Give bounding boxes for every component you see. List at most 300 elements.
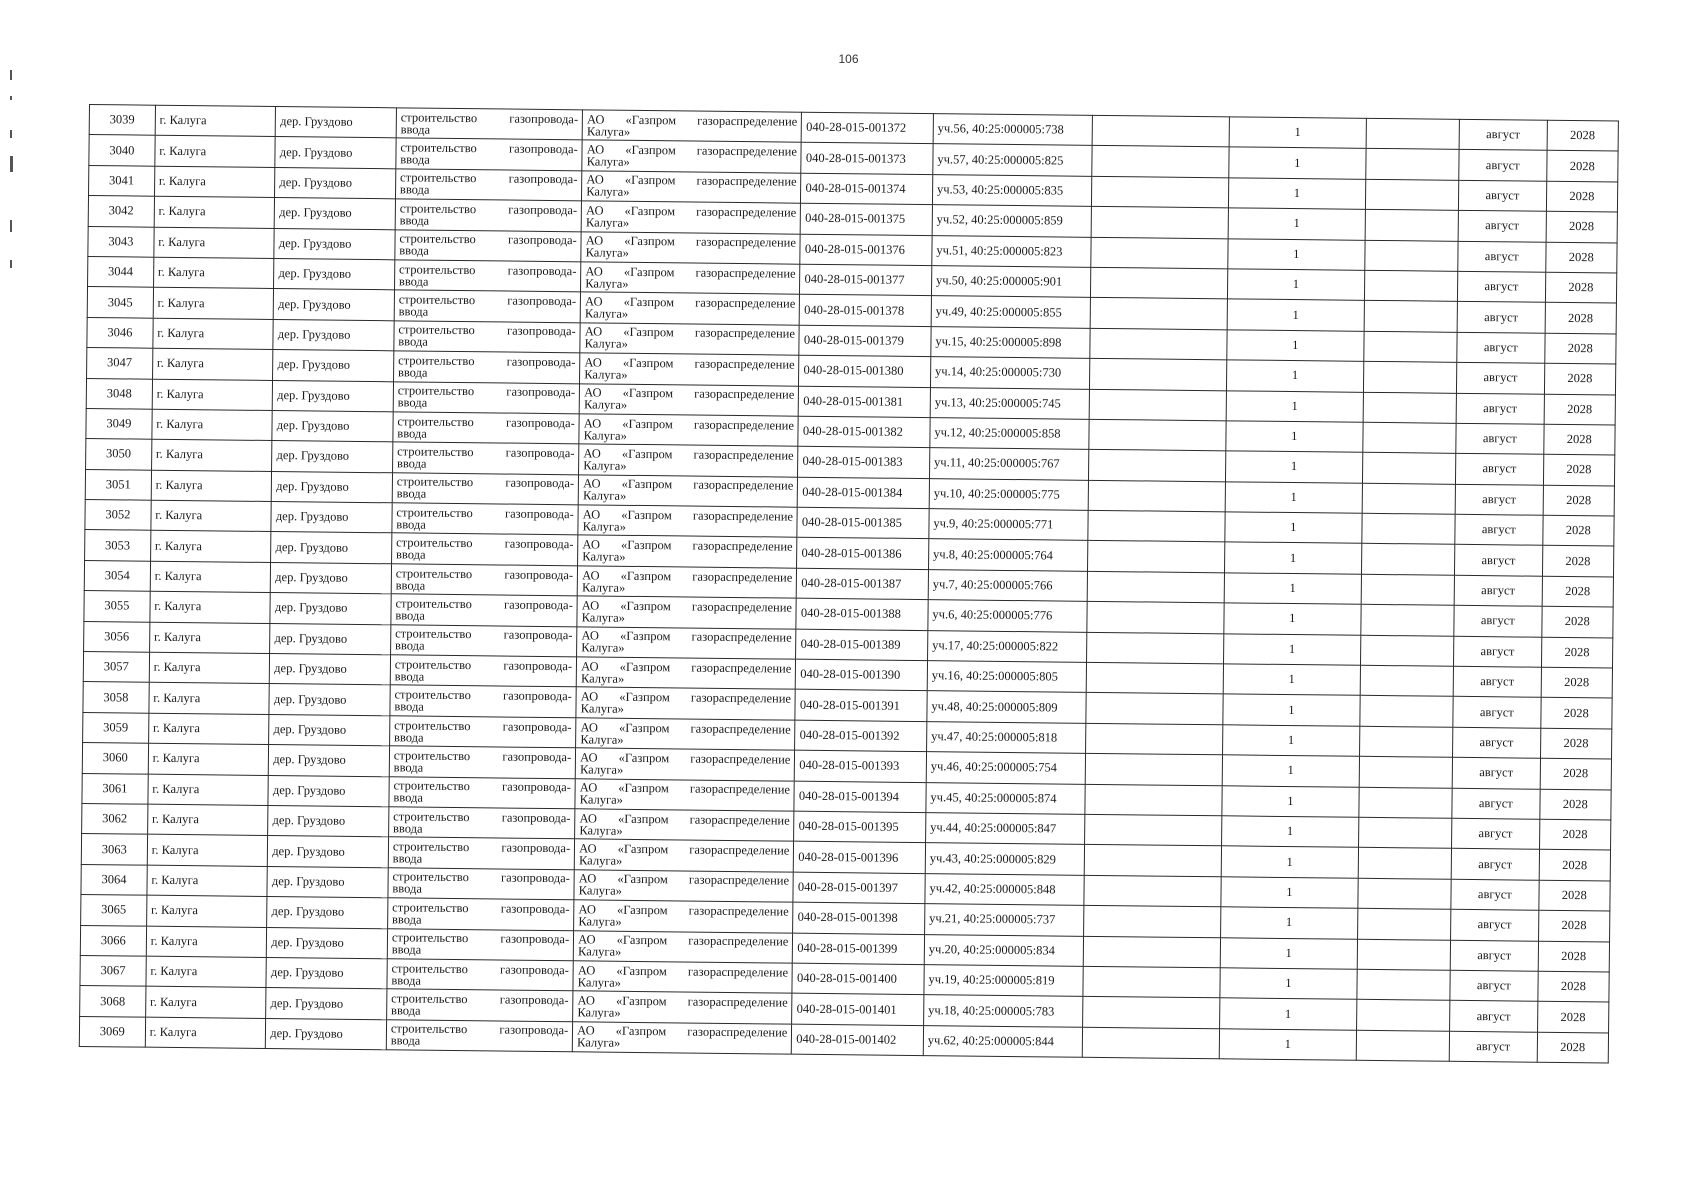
organization-line: АО «Газпром газораспределение — [586, 203, 797, 220]
work-type-cell — [390, 655, 577, 687]
city-cell: г. Калуга — [146, 895, 267, 927]
organization-cell — [575, 778, 795, 811]
organization-line: Калуга» — [580, 731, 624, 747]
village-cell: дер. Груздово — [269, 714, 390, 746]
village-cell: дер. Груздово — [269, 684, 390, 716]
year-cell: 2028 — [1540, 789, 1612, 820]
work-type-cell — [389, 716, 576, 748]
month-cell: август — [1453, 636, 1541, 667]
month-cell: август — [1452, 818, 1540, 849]
empty-cell — [1363, 422, 1456, 453]
work-type-line: ввода — [393, 760, 424, 775]
empty-cell — [1361, 605, 1454, 636]
scan-margin-marks — [10, 70, 20, 310]
year-cell: 2028 — [1546, 151, 1618, 182]
year-cell: 2028 — [1541, 637, 1613, 668]
organization-line: Калуга» — [578, 853, 623, 868]
city-cell: г. Калуга — [148, 774, 269, 806]
month-cell: август — [1456, 362, 1544, 393]
work-type-cell — [395, 229, 582, 261]
empty-cell — [1091, 237, 1228, 269]
empty-cell — [1360, 635, 1453, 666]
village-cell: дер. Груздово — [273, 350, 394, 382]
row-number: 3051 — [85, 469, 151, 500]
work-type-line: строительство газопровода- — [399, 262, 577, 278]
work-type-cell — [394, 260, 581, 292]
work-type-line: ввода — [394, 638, 425, 653]
organization-cell — [573, 930, 793, 963]
work-type-cell — [392, 503, 579, 535]
work-type-cell — [386, 989, 573, 1021]
row-number: 3042 — [88, 196, 154, 227]
request-code-cell: 040-28-015-001389 — [796, 629, 928, 661]
city-cell: г. Калуга — [155, 136, 276, 168]
quantity-cell: 1 — [1223, 694, 1360, 726]
organization-line: Калуга» — [577, 1005, 621, 1020]
cadastral-plot-cell: уч.21, 40:25:000005:737 — [924, 904, 1083, 936]
city-cell: г. Калуга — [148, 743, 269, 775]
empty-cell — [1082, 997, 1219, 1029]
organization-cell — [580, 353, 800, 386]
organization-cell — [577, 596, 797, 629]
organization-line: АО «Газпром газораспределение — [580, 689, 792, 706]
organization-line: АО «Газпром газораспределение — [577, 1023, 788, 1041]
year-cell: 2028 — [1538, 941, 1610, 972]
empty-cell — [1085, 723, 1222, 755]
city-cell: г. Калуга — [152, 348, 273, 380]
organization-cell — [580, 292, 800, 325]
organization-line: АО «Газпром газораспределение — [579, 841, 790, 858]
month-cell: август — [1451, 849, 1539, 880]
organization-cell — [579, 414, 799, 447]
organization-line: Калуга» — [582, 519, 626, 534]
cadastral-plot-cell: уч.46, 40:25:000005:754 — [926, 752, 1085, 784]
cadastral-plot-cell: уч.57, 40:25:000005:825 — [933, 144, 1092, 176]
empty-cell — [1362, 453, 1455, 484]
empty-cell — [1090, 267, 1227, 299]
city-cell: г. Калуга — [155, 105, 276, 137]
month-cell: август — [1456, 393, 1544, 424]
quantity-cell: 1 — [1224, 603, 1361, 635]
request-code-cell: 040-28-015-001374 — [801, 173, 933, 205]
row-number: 3068 — [80, 986, 146, 1017]
work-type-line: строительство газопровода- — [392, 900, 570, 917]
organization-line: АО «Газпром газораспределение — [585, 233, 797, 250]
request-code-cell: 040-28-015-001373 — [801, 143, 933, 175]
empty-cell — [1090, 328, 1227, 360]
year-cell: 2028 — [1537, 1032, 1609, 1063]
city-cell: г. Калуга — [151, 439, 272, 471]
village-cell: дер. Груздово — [270, 623, 391, 655]
empty-cell — [1366, 149, 1459, 180]
request-code-cell: 040-28-015-001378 — [800, 295, 932, 327]
city-cell: г. Калуга — [153, 257, 274, 289]
organization-line: Калуга» — [585, 276, 629, 291]
organization-line: Калуга» — [583, 458, 627, 473]
village-cell: дер. Груздово — [271, 562, 392, 594]
request-code-cell: 040-28-015-001400 — [792, 963, 924, 995]
request-code-cell: 040-28-015-001401 — [792, 993, 924, 1025]
work-type-line: строительство газопровода- — [394, 717, 572, 734]
month-cell: август — [1459, 150, 1547, 181]
year-cell: 2028 — [1540, 758, 1612, 789]
work-type-cell — [391, 594, 578, 626]
city-cell: г. Калуга — [149, 622, 270, 654]
cadastral-plot-cell: уч.51, 40:25:000005:823 — [932, 235, 1091, 267]
work-type-line: ввода — [396, 517, 426, 532]
empty-cell — [1359, 787, 1452, 818]
organization-line: АО «Газпром газораспределение — [577, 993, 788, 1010]
cadastral-plot-cell: уч.43, 40:25:000005:829 — [925, 843, 1084, 875]
registry-rows — [79, 105, 1618, 1064]
work-type-cell — [394, 290, 581, 322]
cadastral-plot-cell: уч.7, 40:25:000005:766 — [928, 569, 1087, 601]
work-type-cell — [395, 169, 582, 201]
organization-line: Калуга» — [583, 427, 627, 443]
organization-line: АО «Газпром газораспределение — [586, 172, 797, 190]
empty-cell — [1363, 392, 1456, 423]
organization-cell — [572, 1022, 792, 1055]
month-cell: август — [1455, 514, 1543, 545]
row-number: 3053 — [85, 530, 151, 561]
work-type-cell — [395, 199, 582, 231]
quantity-cell: 1 — [1225, 482, 1362, 514]
work-type-line: ввода — [391, 972, 422, 988]
work-type-line: строительство газопровода- — [400, 140, 578, 157]
work-type-line: ввода — [391, 942, 422, 957]
year-cell: 2028 — [1544, 333, 1616, 364]
organization-line: АО «Газпром газораспределение — [583, 446, 794, 463]
month-cell: август — [1450, 1001, 1538, 1032]
organization-line: АО «Газпром газораспределение — [579, 780, 791, 797]
month-cell: август — [1459, 119, 1547, 150]
quantity-cell: 1 — [1221, 846, 1358, 878]
request-code-cell: 040-28-015-001390 — [796, 659, 928, 691]
year-cell: 2028 — [1545, 242, 1617, 273]
organization-line: Калуга» — [579, 762, 624, 777]
organization-line: АО «Газпром газораспределение — [586, 142, 798, 159]
row-number: 3057 — [83, 652, 149, 683]
row-number: 3059 — [83, 712, 149, 743]
month-cell: август — [1455, 484, 1543, 515]
organization-cell — [576, 687, 796, 720]
quantity-cell: 1 — [1223, 633, 1360, 665]
village-cell: дер. Груздово — [266, 1018, 387, 1050]
quantity-cell: 1 — [1228, 238, 1365, 270]
organization-cell — [580, 323, 800, 356]
work-type-cell — [388, 837, 575, 869]
empty-cell — [1083, 936, 1220, 968]
empty-cell — [1366, 118, 1459, 149]
row-number: 3041 — [89, 165, 155, 196]
cadastral-plot-cell: уч.10, 40:25:000005:775 — [929, 478, 1088, 510]
quantity-cell: 1 — [1222, 755, 1359, 787]
row-number: 3043 — [88, 226, 154, 257]
cadastral-plot-cell: уч.48, 40:25:000005:809 — [927, 691, 1086, 723]
organization-line: АО «Газпром газораспределение — [582, 567, 793, 585]
organization-line: Калуга» — [581, 640, 625, 656]
organization-line: АО «Газпром газораспределение — [584, 385, 795, 402]
work-type-line: строительство газопровода- — [392, 869, 570, 886]
request-code-cell: 040-28-015-001387 — [797, 568, 929, 600]
year-cell: 2028 — [1538, 971, 1610, 1002]
year-cell: 2028 — [1541, 667, 1613, 698]
quantity-cell: 1 — [1220, 937, 1357, 969]
village-cell: дер. Груздово — [272, 441, 393, 473]
work-type-line: строительство газопровода- — [398, 322, 576, 339]
month-cell: август — [1453, 697, 1541, 728]
organization-line: АО «Газпром газораспределение — [586, 112, 798, 129]
work-type-line: строительство газопровода- — [395, 596, 573, 613]
empty-cell — [1360, 665, 1453, 696]
year-cell: 2028 — [1539, 880, 1611, 911]
empty-cell — [1362, 483, 1455, 514]
row-number: 3045 — [87, 287, 153, 318]
cadastral-plot-cell: уч.49, 40:25:000005:855 — [931, 296, 1090, 328]
quantity-cell: 1 — [1219, 998, 1356, 1030]
request-code-cell: 040-28-015-001383 — [798, 446, 930, 478]
year-cell: 2028 — [1541, 698, 1613, 729]
request-code-cell: 040-28-015-001379 — [799, 325, 931, 357]
year-cell: 2028 — [1538, 910, 1610, 941]
cadastral-plot-cell: уч.6, 40:25:000005:776 — [928, 600, 1087, 632]
village-cell: дер. Груздово — [273, 380, 394, 412]
document-sheet — [79, 104, 1619, 1064]
work-type-cell — [387, 959, 574, 991]
organization-line: Калуга» — [577, 944, 622, 960]
month-cell: август — [1458, 180, 1546, 211]
cadastral-plot-cell: уч.18, 40:25:000005:783 — [924, 995, 1083, 1027]
empty-cell — [1085, 754, 1222, 786]
work-type-line: строительство газопровода- — [394, 687, 572, 704]
cadastral-plot-cell: уч.19, 40:25:000005:819 — [924, 965, 1083, 997]
empty-cell — [1086, 662, 1223, 694]
row-number: 3050 — [86, 439, 152, 470]
city-cell: г. Калуга — [154, 227, 275, 259]
organization-line: АО «Газпром газораспределение — [583, 476, 794, 494]
organization-cell — [578, 475, 798, 508]
year-cell: 2028 — [1544, 363, 1616, 394]
empty-cell — [1091, 176, 1228, 208]
quantity-cell: 1 — [1222, 725, 1359, 757]
organization-cell — [576, 718, 796, 751]
city-cell: г. Калуга — [149, 652, 270, 684]
quantity-cell: 1 — [1228, 208, 1365, 240]
work-type-cell — [390, 685, 577, 717]
empty-cell — [1365, 209, 1458, 240]
request-code-cell: 040-28-015-001396 — [794, 842, 926, 874]
cadastral-plot-cell: уч.50, 40:25:000005:901 — [931, 266, 1090, 298]
month-cell: август — [1458, 241, 1546, 272]
organization-cell — [582, 110, 802, 143]
work-type-cell — [388, 868, 575, 900]
year-cell: 2028 — [1546, 211, 1618, 242]
registry-table — [79, 104, 1619, 1064]
row-number: 3048 — [86, 378, 152, 409]
work-type-line: ввода — [399, 182, 430, 198]
empty-cell — [1090, 298, 1227, 330]
organization-line: Калуга» — [584, 367, 628, 382]
work-type-line: строительство газопровода- — [399, 201, 578, 218]
organization-cell — [573, 991, 793, 1024]
month-cell: август — [1454, 575, 1542, 606]
row-number: 3046 — [87, 317, 153, 348]
request-code-cell: 040-28-015-001386 — [797, 538, 929, 570]
organization-line: Калуга» — [586, 184, 630, 200]
organization-cell — [577, 566, 797, 599]
quantity-cell: 1 — [1224, 573, 1361, 605]
village-cell: дер. Груздово — [272, 410, 393, 442]
organization-line: Калуга» — [585, 245, 629, 261]
work-type-line: ввода — [396, 456, 427, 471]
work-type-cell — [391, 533, 578, 565]
empty-cell — [1364, 301, 1457, 332]
cadastral-plot-cell: уч.44, 40:25:000005:847 — [925, 813, 1084, 845]
request-code-cell: 040-28-015-001399 — [793, 933, 925, 965]
organization-cell — [574, 900, 794, 933]
empty-cell — [1365, 240, 1458, 271]
organization-line: Калуга» — [586, 154, 630, 169]
year-cell: 2028 — [1539, 819, 1611, 850]
work-type-line: ввода — [393, 790, 423, 805]
organization-line: Калуга» — [578, 883, 623, 899]
village-cell: дер. Груздово — [275, 167, 396, 199]
organization-cell — [582, 171, 802, 204]
month-cell: август — [1453, 727, 1541, 758]
month-cell: август — [1449, 1031, 1537, 1062]
request-code-cell: 040-28-015-001398 — [793, 902, 925, 934]
work-type-line: ввода — [398, 304, 429, 319]
request-code-cell: 040-28-015-001391 — [795, 690, 927, 722]
work-type-line: строительство газопровода- — [398, 292, 577, 309]
quantity-cell: 1 — [1226, 421, 1363, 453]
empty-cell — [1087, 602, 1224, 634]
work-type-line: ввода — [390, 1033, 421, 1049]
month-cell: август — [1451, 879, 1539, 910]
cadastral-plot-cell: уч.62, 40:25:000005:844 — [923, 1025, 1082, 1057]
request-code-cell: 040-28-015-001393 — [795, 750, 927, 782]
work-type-line: ввода — [394, 669, 425, 684]
work-type-line: строительство газопровода- — [395, 565, 574, 582]
organization-cell — [582, 140, 802, 173]
month-cell: август — [1457, 271, 1545, 302]
city-cell: г. Калуга — [148, 713, 269, 745]
row-number: 3060 — [82, 743, 148, 774]
empty-cell — [1087, 541, 1224, 573]
organization-line: АО «Газпром газораспределение — [581, 628, 792, 645]
organization-line: Калуга» — [584, 336, 628, 352]
quantity-cell: 1 — [1226, 360, 1363, 392]
city-cell: г. Калуга — [146, 926, 267, 958]
empty-cell — [1359, 756, 1452, 787]
village-cell: дер. Груздово — [271, 532, 392, 564]
empty-cell — [1356, 1030, 1449, 1061]
work-type-line: строительство газопровода- — [395, 626, 573, 643]
empty-cell — [1092, 146, 1229, 178]
village-cell: дер. Груздово — [270, 593, 391, 625]
year-cell: 2028 — [1542, 546, 1614, 577]
cadastral-plot-cell: уч.47, 40:25:000005:818 — [926, 721, 1085, 753]
work-type-cell — [391, 564, 578, 596]
city-cell: г. Калуга — [151, 500, 272, 532]
organization-cell — [574, 870, 794, 903]
organization-line: АО «Газпром газораспределение — [578, 932, 789, 949]
work-type-line: строительство газопровода- — [393, 778, 571, 795]
organization-line: АО «Газпром газораспределение — [582, 507, 794, 524]
work-type-cell — [396, 108, 583, 140]
quantity-cell: 1 — [1228, 178, 1365, 210]
city-cell: г. Калуга — [147, 865, 268, 897]
request-code-cell: 040-28-015-001380 — [799, 355, 931, 387]
work-type-line: ввода — [392, 851, 423, 866]
row-number: 3049 — [86, 408, 152, 439]
cadastral-plot-cell: уч.56, 40:25:000005:738 — [933, 114, 1092, 146]
village-cell: дер. Груздово — [267, 897, 388, 929]
organization-line: АО «Газпром газораспределение — [583, 415, 795, 433]
month-cell: август — [1453, 666, 1541, 697]
work-type-line: ввода — [392, 881, 423, 897]
row-number: 3062 — [82, 803, 148, 834]
year-cell: 2028 — [1537, 1002, 1609, 1033]
village-cell: дер. Груздово — [268, 836, 389, 868]
organization-line: Калуга» — [583, 397, 628, 413]
city-cell: г. Калуга — [153, 288, 274, 320]
organization-cell — [579, 444, 799, 477]
village-cell: дер. Груздово — [266, 988, 387, 1020]
request-code-cell: 040-28-015-001377 — [800, 264, 932, 296]
work-type-line: строительство газопровода- — [397, 383, 576, 400]
work-type-line: строительство газопровода- — [398, 353, 576, 370]
work-type-line: ввода — [399, 213, 430, 228]
work-type-line: ввода — [395, 608, 425, 623]
work-type-line: ввода — [393, 729, 424, 745]
cadastral-plot-cell: уч.14, 40:25:000005:730 — [930, 357, 1089, 389]
work-type-cell — [386, 1019, 573, 1051]
work-type-line: ввода — [398, 334, 428, 350]
row-number: 3044 — [88, 256, 154, 287]
organization-cell — [581, 231, 801, 264]
quantity-cell: 1 — [1227, 269, 1364, 301]
village-cell: дер. Груздово — [266, 957, 387, 989]
row-number: 3067 — [80, 955, 146, 986]
village-cell: дер. Груздово — [273, 289, 394, 321]
quantity-cell: 1 — [1226, 390, 1363, 422]
organization-line: АО «Газпром газораспределение — [585, 294, 796, 311]
cadastral-plot-cell: уч.11, 40:25:000005:767 — [929, 448, 1088, 480]
organization-cell — [573, 961, 793, 994]
organization-line: Калуга» — [579, 823, 623, 838]
work-type-line: строительство газопровода- — [390, 1021, 569, 1038]
organization-line: АО «Газпром газораспределение — [578, 902, 789, 919]
cadastral-plot-cell: уч.15, 40:25:000005:898 — [931, 326, 1090, 358]
organization-cell — [576, 657, 796, 690]
village-cell: дер. Груздово — [271, 502, 392, 534]
work-type-line: строительство газопровода- — [391, 930, 570, 947]
work-type-line: ввода — [397, 365, 428, 380]
organization-line: Калуга» — [579, 792, 624, 808]
request-code-cell: 040-28-015-001376 — [800, 234, 932, 266]
work-type-cell — [389, 776, 576, 808]
cadastral-plot-cell: уч.9, 40:25:000005:771 — [929, 509, 1088, 541]
empty-cell — [1357, 939, 1450, 970]
organization-cell — [578, 505, 798, 538]
work-type-line: строительство газопровода- — [400, 110, 579, 126]
village-cell: дер. Груздово — [275, 107, 396, 139]
work-type-line: строительство газопровода- — [391, 991, 569, 1008]
organization-line: АО «Газпром газораспределение — [580, 750, 791, 767]
quantity-cell: 1 — [1220, 907, 1357, 939]
request-code-cell: 040-28-015-001392 — [795, 720, 927, 752]
